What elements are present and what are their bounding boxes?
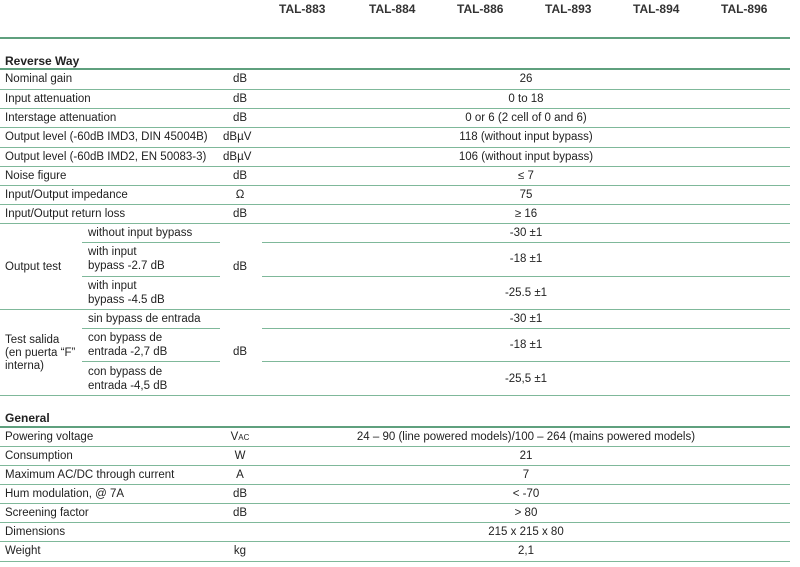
spec-unit: dB: [232, 112, 248, 124]
model-col-5: TAL-894: [633, 2, 680, 16]
spec-unit: W: [234, 450, 246, 462]
spec-value: < -70: [512, 488, 540, 500]
spec-value: ≥ 16: [514, 208, 538, 220]
section-title-general: General: [5, 411, 50, 425]
spec-label: Powering voltage: [5, 431, 94, 443]
test-salida-value: -25,5 ±1: [504, 373, 548, 385]
section-title-reverse-way: Reverse Way: [5, 54, 80, 68]
output-test-sub: with input: [88, 280, 137, 292]
spec-value: > 80: [514, 507, 538, 519]
test-salida-value: -30 ±1: [509, 313, 543, 325]
test-salida-unit: dB: [232, 346, 248, 358]
spec-label: Input/Output impedance: [5, 189, 128, 201]
spec-label: Weight: [5, 545, 41, 557]
spec-label: Output level (-60dB IMD2, EN 50083-3): [5, 151, 207, 163]
model-col-3: TAL-886: [457, 2, 504, 16]
spec-unit: VAC: [230, 431, 250, 443]
spec-unit: dB: [232, 507, 248, 519]
spec-unit: dBµV: [223, 151, 252, 163]
output-test-sub: bypass -2.7 dB: [88, 260, 165, 272]
output-test-sub: without input bypass: [88, 227, 193, 239]
test-salida-sub: con bypass de: [88, 366, 163, 378]
spec-value: 0 to 18: [508, 93, 544, 105]
spec-value: 118 (without input bypass): [459, 131, 593, 143]
spec-value: ≤ 7: [518, 170, 534, 182]
spec-label: Input attenuation: [5, 93, 91, 105]
test-salida-sub: entrada -2,7 dB: [88, 346, 168, 358]
spec-unit: kg: [233, 545, 247, 557]
spec-value: 7: [522, 469, 530, 481]
header-rule: [0, 37, 790, 39]
section-rule: [0, 426, 790, 428]
test-salida-label: (en puerta “F”: [5, 347, 76, 359]
test-salida-value: -18 ±1: [509, 339, 543, 351]
spec-value: 26: [519, 73, 533, 85]
section-rule: [0, 68, 790, 70]
test-salida-sub: entrada -4,5 dB: [88, 380, 168, 392]
spec-unit: dBµV: [223, 131, 252, 143]
model-col-6: TAL-896: [721, 2, 768, 16]
spec-unit: dB: [232, 208, 248, 220]
test-salida-label: Test salida: [5, 334, 60, 346]
output-test-unit: dB: [232, 261, 248, 273]
spec-value: 215 x 215 x 80: [488, 526, 564, 538]
spec-label: Noise figure: [5, 170, 67, 182]
spec-unit: dB: [232, 73, 248, 85]
output-test-value: -18 ±1: [509, 253, 543, 265]
output-test-value: -30 ±1: [509, 227, 543, 239]
spec-unit: Ω: [235, 189, 245, 201]
spec-value: 21: [519, 450, 533, 462]
spec-label: Output level (-60dB IMD3, DIN 45004B): [5, 131, 208, 143]
spec-value: 2,1: [518, 545, 534, 557]
spec-unit: dB: [232, 93, 248, 105]
spec-label: Maximum AC/DC through current: [5, 469, 175, 481]
spec-value: 24 – 90 (line powered models)/100 – 264 (mains powered models): [356, 431, 696, 443]
spec-unit: A: [236, 469, 244, 481]
spec-label: Input/Output return loss: [5, 208, 126, 220]
spec-value: 106 (without input bypass): [458, 151, 594, 163]
test-salida-label: interna): [5, 360, 44, 372]
test-salida-sub: sin bypass de entrada: [88, 313, 201, 325]
spec-label: Dimensions: [5, 526, 66, 538]
spec-label: Nominal gain: [5, 73, 73, 85]
spec-label: Hum modulation, @ 7A: [5, 488, 125, 500]
model-col-4: TAL-893: [545, 2, 592, 16]
spec-unit: dB: [232, 488, 248, 500]
output-test-sub: bypass -4.5 dB: [88, 294, 165, 306]
output-test-label: Output test: [5, 261, 62, 273]
spec-label: Consumption: [5, 450, 73, 462]
spec-value: 0 or 6 (2 cell of 0 and 6): [465, 112, 587, 124]
output-test-sub: with input: [88, 246, 137, 258]
spec-label: Screening factor: [5, 507, 89, 519]
spec-value: 75: [519, 189, 533, 201]
output-test-value: -25.5 ±1: [504, 287, 548, 299]
spec-unit: dB: [232, 170, 248, 182]
test-salida-sub: con bypass de: [88, 332, 163, 344]
spec-label: Interstage attenuation: [5, 112, 117, 124]
model-col-2: TAL-884: [369, 2, 416, 16]
model-col-1: TAL-883: [279, 2, 326, 16]
